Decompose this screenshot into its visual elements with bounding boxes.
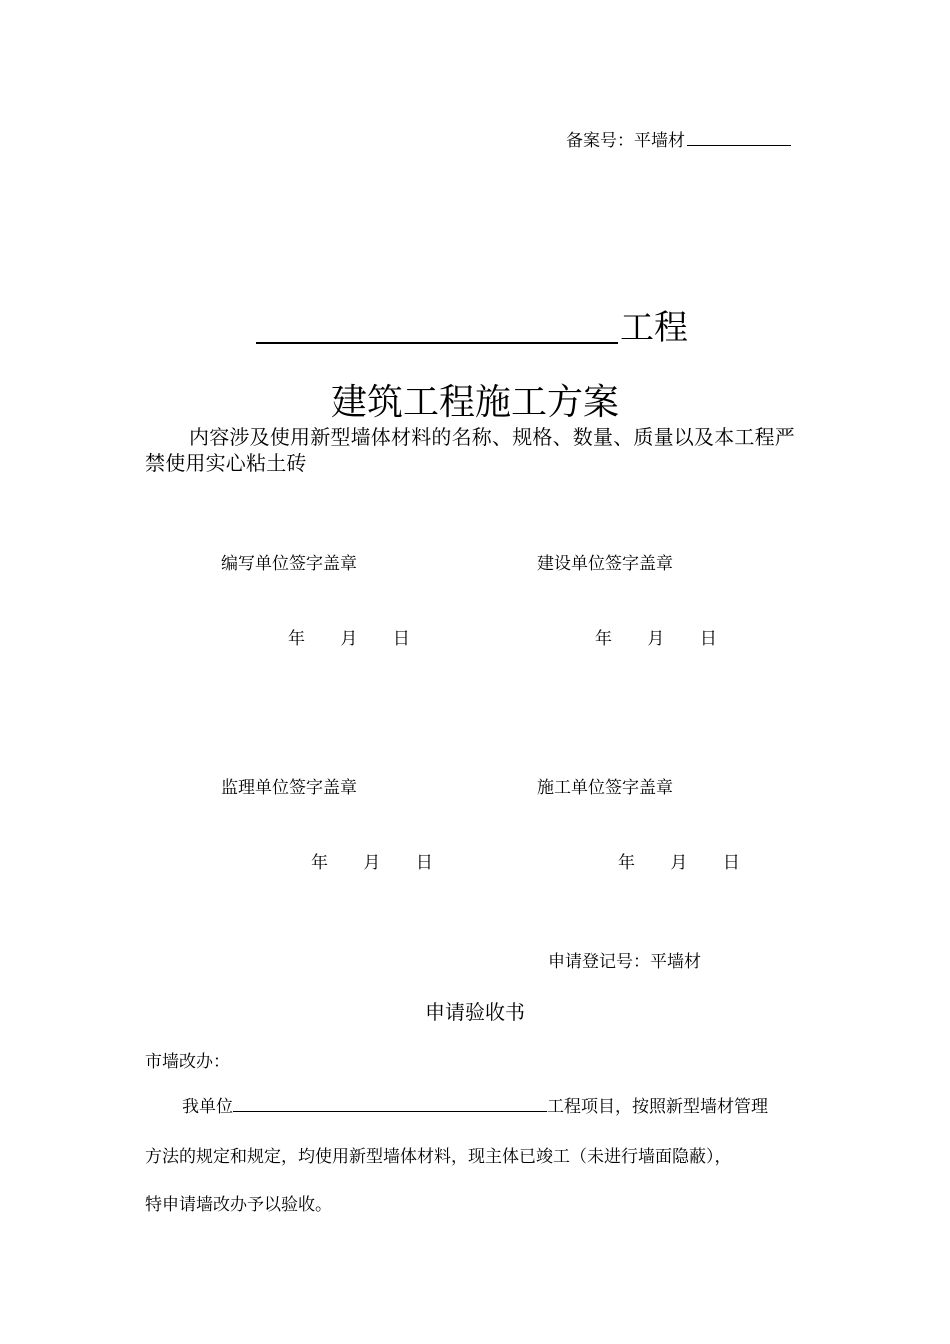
date-row-owner	[595, 624, 717, 649]
record-number	[566, 126, 791, 151]
day-label: 日	[722, 853, 740, 873]
year-label: 年	[618, 853, 635, 873]
application-paragraph-line2: 方法的规定和规定，均使用新型墙体材料，现主体已竣工（未进行墙面隐蔽），	[145, 1147, 732, 1167]
record-number-label: 备案号：平墙材	[566, 131, 685, 151]
application-paragraph-line1	[182, 1092, 768, 1117]
registration-number: 申请登记号：平墙材	[548, 952, 701, 972]
application-title: 申请验收书	[425, 1000, 525, 1024]
record-number-blank	[687, 127, 791, 146]
drafting-unit-signature: 编写单位签字盖章	[221, 554, 357, 574]
addressee: 市墙改办：	[145, 1052, 230, 1072]
date-row-contractor	[618, 848, 740, 873]
contractor-unit-signature: 施工单位签字盖章	[537, 778, 673, 798]
day-label: 日	[392, 629, 410, 649]
year-label: 年	[595, 629, 612, 649]
application-paragraph-line3: 特申请墙改办予以验收。	[145, 1195, 332, 1215]
project-suffix: 工程	[620, 308, 688, 348]
para-suffix: 工程项目，按照新型墙材管理	[547, 1097, 768, 1117]
year-label: 年	[311, 853, 328, 873]
para-prefix: 我单位	[182, 1097, 233, 1117]
month-label: 月	[363, 853, 381, 873]
date-row-supervision	[311, 848, 433, 873]
project-name-blank-2	[233, 1095, 547, 1112]
description: 内容涉及使用新型墙体材料的名称、规格、数量、质量以及本工程严禁使用实心粘土砖	[145, 425, 795, 475]
month-label: 月	[647, 629, 665, 649]
month-label: 月	[670, 853, 688, 873]
date-row-drafting	[288, 624, 410, 649]
year-label: 年	[288, 629, 305, 649]
month-label: 月	[340, 629, 358, 649]
day-label: 日	[699, 629, 717, 649]
day-label: 日	[415, 853, 433, 873]
project-name-blank	[256, 342, 618, 344]
supervision-unit-signature: 监理单位签字盖章	[221, 778, 357, 798]
construction-owner-signature: 建设单位签字盖章	[537, 554, 673, 574]
main-title: 建筑工程施工方案	[330, 382, 619, 423]
